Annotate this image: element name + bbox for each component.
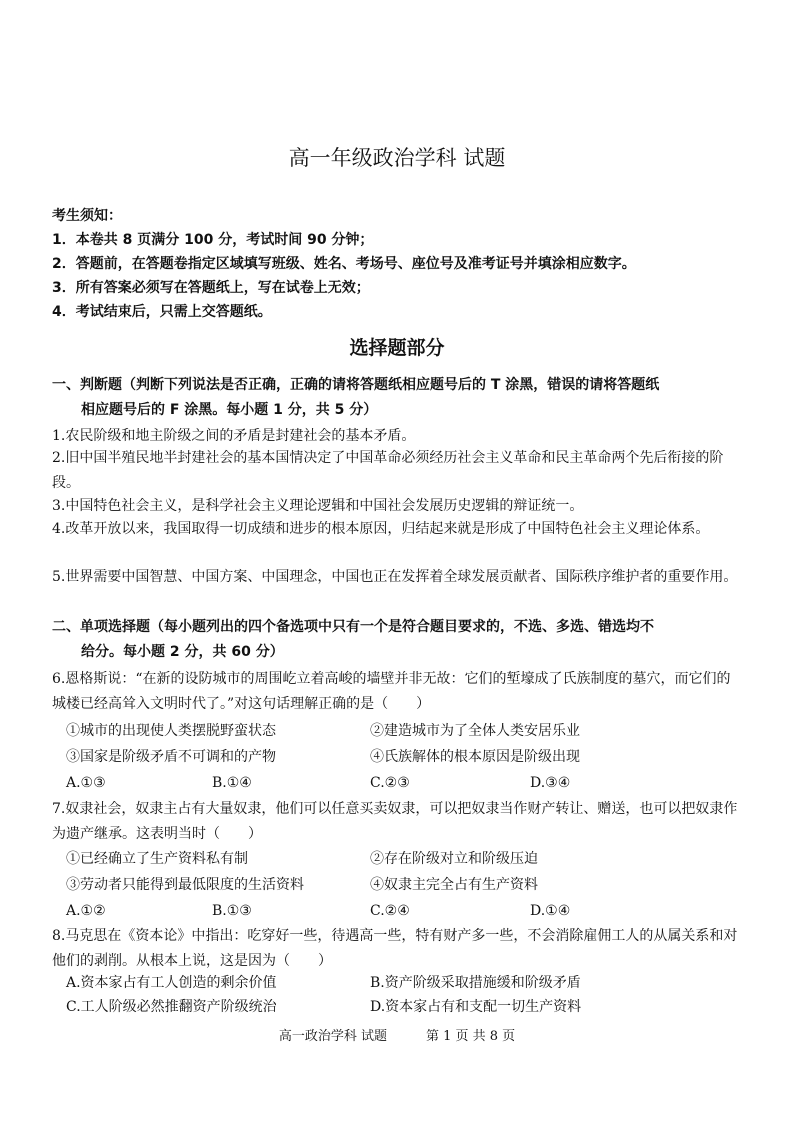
answer-choice-a: A.资本家占有工人创造的剩余价值 (66, 975, 277, 991)
answer-choice-a: A.①② (66, 903, 106, 919)
tf-question: 3.中国特色社会主义，是科学社会主义理论逻辑和中国社会发展历史逻辑的辩证统一。 (52, 498, 584, 514)
statement-option: ③劳动者只能得到最低限度的生活资料 (66, 877, 304, 893)
answer-choice-b: B.资产阶级采取措施缓和阶级矛盾 (370, 975, 581, 991)
statement-option: ②存在阶级对立和阶级压迫 (370, 851, 538, 867)
page-footer: 高一政治学科 试题 第 1 页 共 8 页 (278, 1029, 516, 1044)
answer-choice-c: C.②④ (370, 903, 410, 919)
question-stem: 8.马克思在《资本论》中指出：吃穿好一些，待遇高一些，特有财产多一些，不会消除雇佣工人的从属关系和对他们的剥削。从根本上说，这是因为（ ） (52, 928, 738, 969)
answer-choice-c: C.②③ (370, 775, 410, 791)
notice-heading: 考生须知： (52, 208, 122, 224)
statement-option: ①已经确立了生产资料私有制 (66, 851, 248, 867)
part-heading-line: 相应题号后的 F 涂黑。每小题 1 分，共 5 分） (81, 402, 378, 418)
statement-option: ④氏族解体的根本原因是阶级出现 (370, 749, 580, 765)
answer-choice-b: B.①④ (212, 775, 252, 791)
statement-option: ④奴隶主完全占有生产资料 (370, 877, 538, 893)
section-title: 选择题部分 (349, 337, 445, 359)
answer-choice-d: D.资本家占有和支配一切生产资料 (370, 999, 582, 1015)
tf-question: 2.旧中国半殖民地半封建社会的基本国情决定了中国革命必须经历社会主义革命和民主革命两个先后衔接的阶段。 (52, 450, 724, 491)
answer-choice-d: D.③④ (530, 775, 571, 791)
tf-question: 4.改革开放以来，我国取得一切成绩和进步的根本原因，归结起来就是形成了中国特色社会主义理论体系。 (52, 521, 710, 537)
answer-choice-b: B.①③ (212, 903, 252, 919)
question-stem: 6.恩格斯说：“在新的设防城市的周围屹立着高峻的墙壁并非无故：它们的堑壕成了氏族制度的墓穴，而它们的城楼已经高耸入文明时代了。”对这句话理解正确的是（ ） (52, 671, 731, 712)
part-heading-single-choice (52, 615, 747, 665)
answer-choice-c: C.工人阶级必然推翻资产阶级统治 (66, 999, 277, 1015)
tf-question: 1.农民阶级和地主阶级之间的矛盾是封建社会的基本矛盾。 (52, 428, 416, 444)
question-stem: 7.奴隶社会，奴隶主占有大量奴隶，他们可以任意买卖奴隶，可以把奴隶当作财产转让、赠送，也可以把奴隶作为遗产继承。这表明当时（ ） (52, 801, 738, 842)
statement-option: ②建造城市为了全体人类安居乐业 (370, 723, 580, 739)
answer-choice-a: A.①③ (66, 775, 106, 791)
notice-item: 2．答题前，在答题卷指定区域填写班级、姓名、考场号、座位号及准考证号并填涂相应数字。 (52, 256, 636, 272)
page-title: 高一年级政治学科 试题 (288, 146, 506, 170)
part-heading-line: 二、单项选择题（每小题列出的四个备选项中只有一个是符合题目要求的，不选、多选、错选均不 (52, 619, 654, 635)
statement-option: ③国家是阶级矛盾不可调和的产物 (66, 749, 276, 765)
part-heading-line: 一、判断题（判断下列说法是否正确，正确的请将答题纸相应题号后的 T 涂黑，错误的请将答题纸 (52, 377, 660, 393)
notice-item: 4．考试结束后，只需上交答题纸。 (52, 304, 272, 320)
part-heading-line: 给分。每小题 2 分，共 60 分） (81, 644, 284, 660)
notice-item: 3．所有答案必须写在答题纸上，写在试卷上无效； (52, 280, 370, 296)
notice-item: 1．本卷共 8 页满分 100 分，考试时间 90 分钟； (52, 232, 374, 248)
statement-option: ①城市的出现使人类摆脱野蛮状态 (66, 723, 276, 739)
part-heading-true-false (52, 373, 747, 423)
answer-choice-d: D.①④ (530, 903, 571, 919)
tf-question: 5.世界需要中国智慧、中国方案、中国理念，中国也正在发挥着全球发展贡献者、国际秩序维护者的重要作用。 (52, 569, 738, 585)
